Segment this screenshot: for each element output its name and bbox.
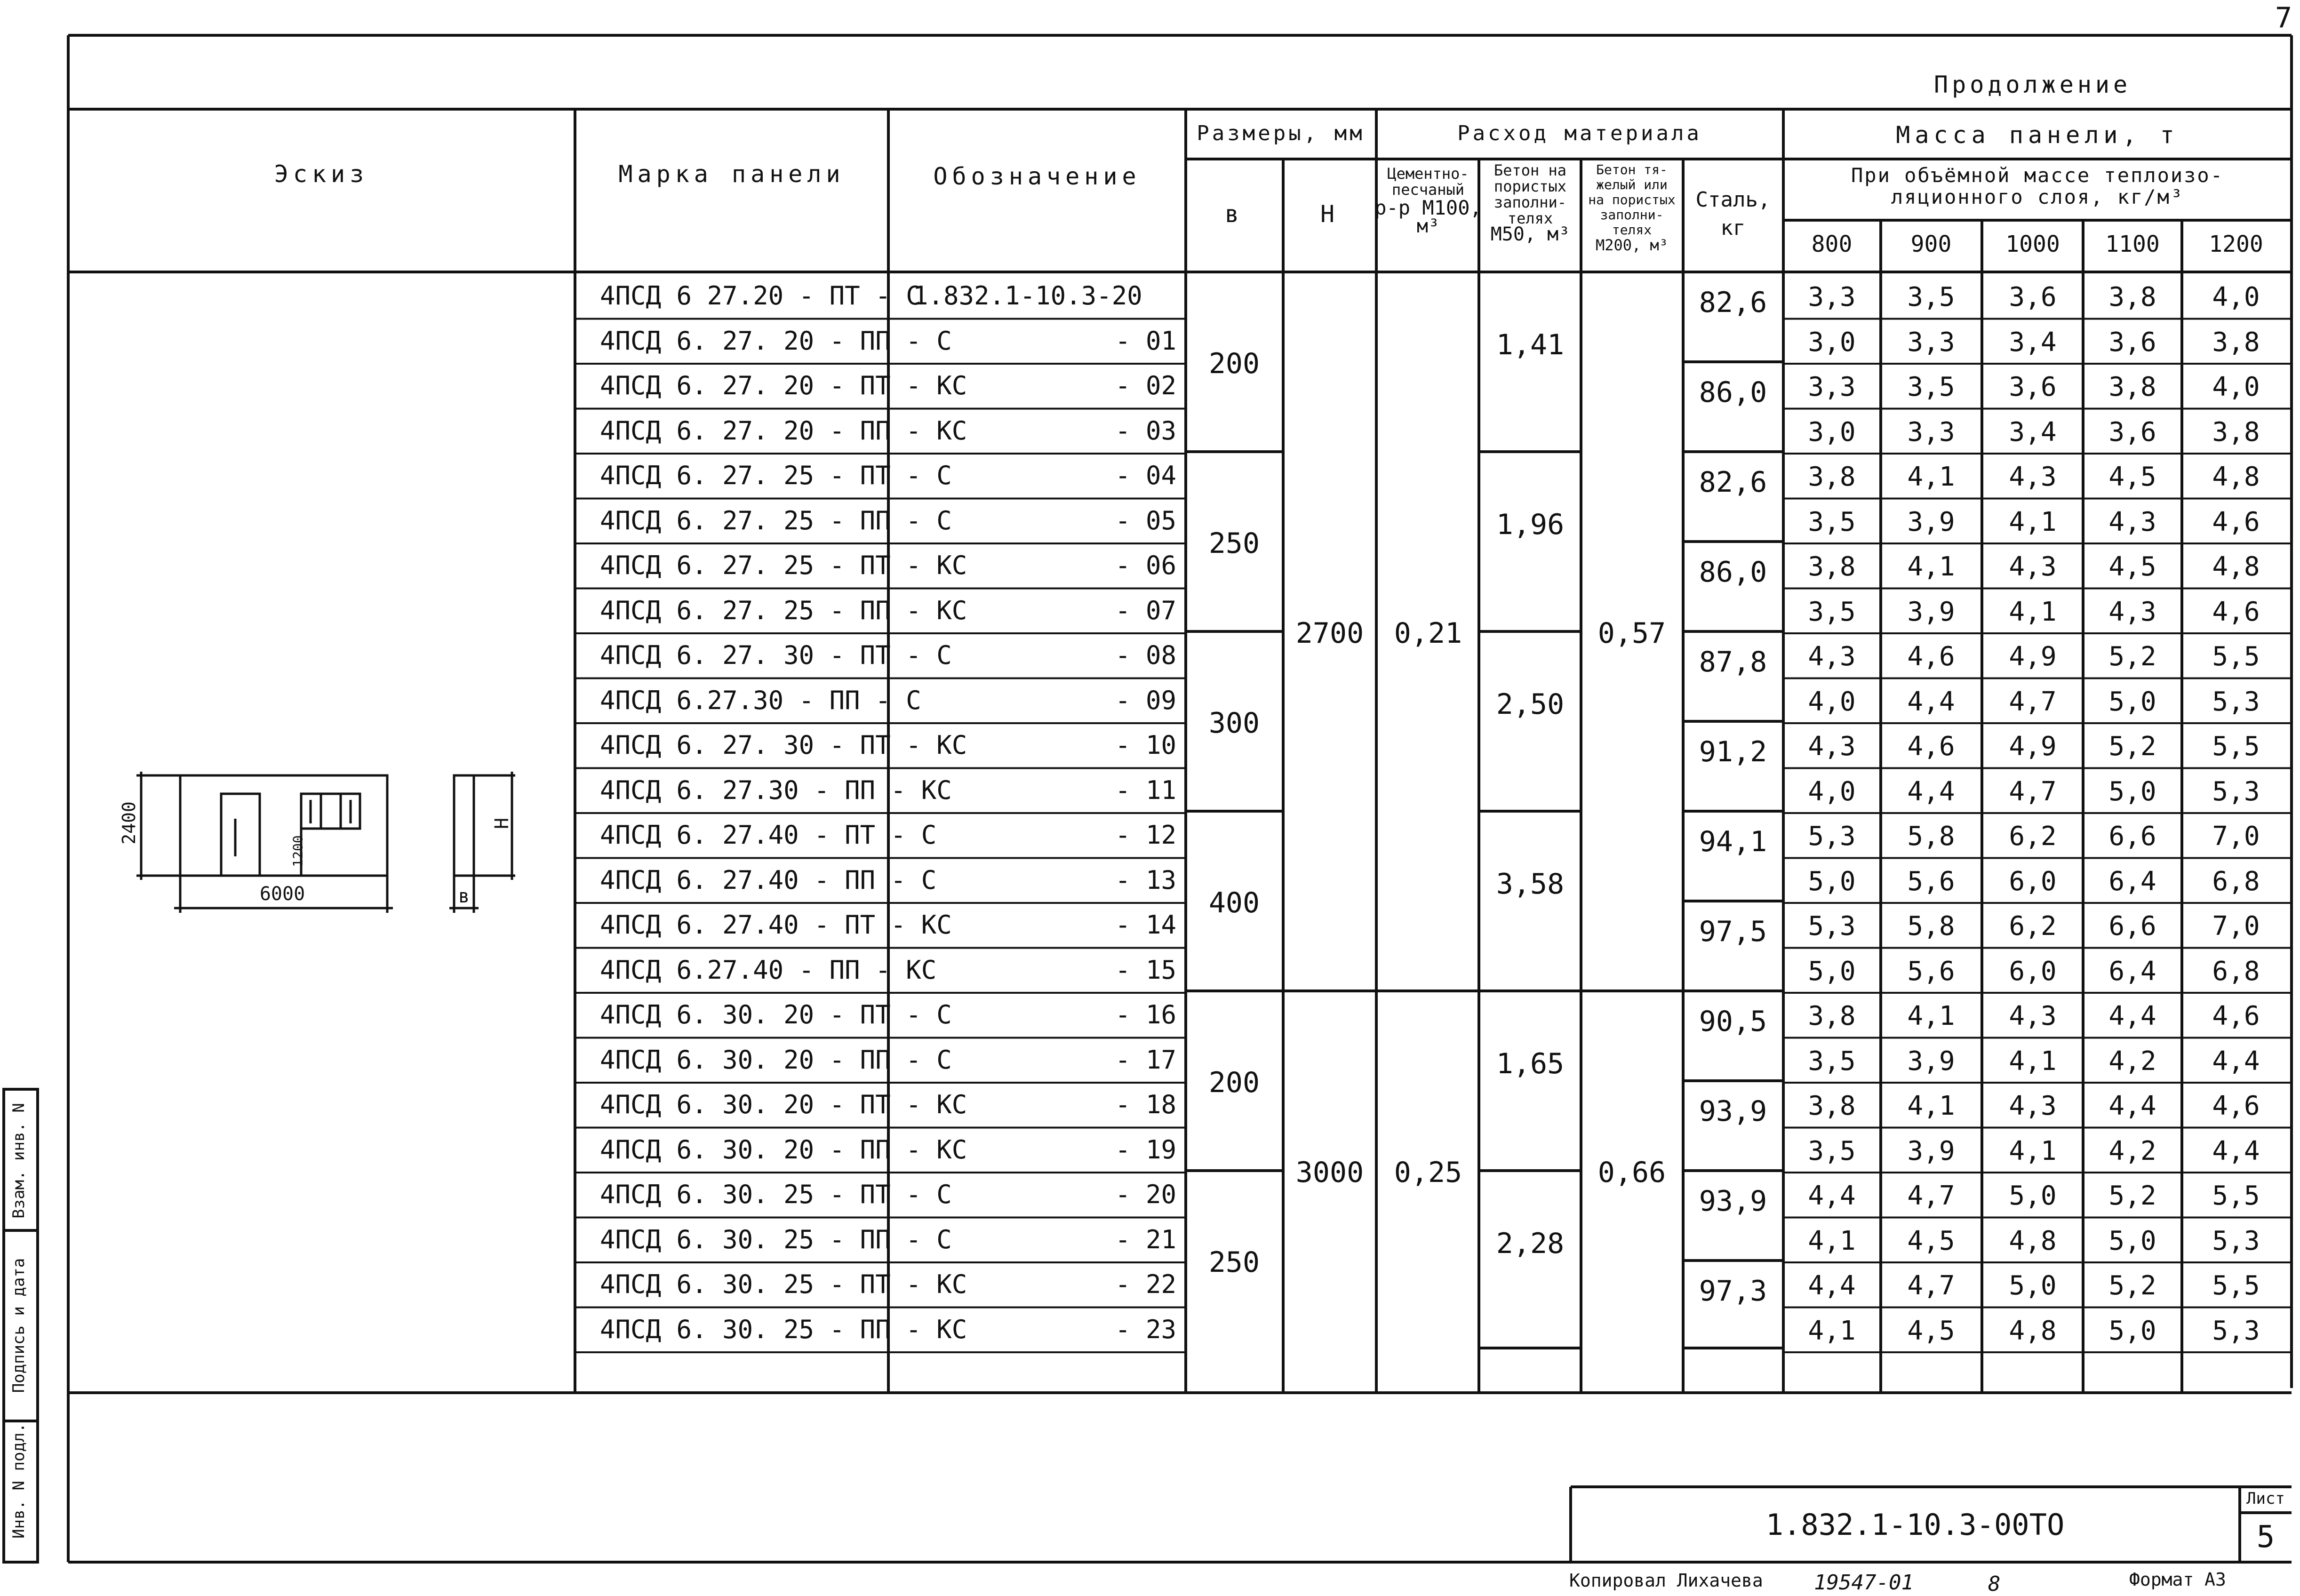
steel-value: 91,2 — [1699, 735, 1767, 768]
mass-value: 4,7 — [1907, 1270, 1955, 1301]
mass-value: 4,4 — [2108, 1091, 2156, 1121]
mass-value: 5,3 — [1808, 821, 1856, 852]
steel-value: 93,9 — [1699, 1184, 1767, 1218]
panel-mark: 4ПСД 6. 27. 25 - ПП - КС — [600, 595, 967, 625]
mass-value: 3,9 — [1907, 506, 1955, 537]
porous-concrete-value: 1,65 — [1496, 1047, 1565, 1080]
panel-mark: 4ПСД 6. 30. 20 - ПТ - КС — [600, 1090, 967, 1119]
mass-value: 4,6 — [2212, 506, 2260, 537]
mass-value: 4,5 — [2108, 551, 2156, 582]
heavy-concrete-value: 0,57 — [1597, 617, 1666, 650]
mass-value: 4,1 — [2009, 1135, 2057, 1166]
mass-value: 4,4 — [1907, 686, 1955, 717]
mass-value: 5,0 — [2108, 1225, 2156, 1256]
mass-value: 5,3 — [2212, 1225, 2260, 1256]
mass-value: 6,6 — [2108, 821, 2156, 852]
mass-value: 4,8 — [2212, 462, 2260, 492]
steel-value: 97,5 — [1699, 915, 1767, 948]
dimension-h-value: 2700 — [1295, 617, 1364, 650]
dimension-b-value: 200 — [1208, 1066, 1260, 1099]
porous-concrete-value: 3,58 — [1496, 868, 1565, 901]
mass-value: 4,8 — [2212, 551, 2260, 582]
mass-value: 4,0 — [1808, 776, 1856, 807]
mass-value: 4,3 — [1808, 641, 1856, 672]
mass-value: 4,3 — [2108, 506, 2156, 537]
panel-designation: - 11 — [1115, 775, 1176, 805]
mass-value: 4,3 — [2009, 462, 2057, 492]
mass-value: 6,8 — [2212, 866, 2260, 897]
porous-concrete-value: 2,28 — [1496, 1227, 1565, 1260]
header-designation: Обозначение — [933, 163, 1141, 190]
header-cement-mortar: Цементно- песчаный р-р М100, м³ — [1374, 165, 1482, 237]
mass-value: 3,5 — [1907, 282, 1955, 312]
mass-value: 6,4 — [2108, 956, 2156, 987]
mass-value: 4,0 — [2212, 372, 2260, 402]
mass-value: 5,0 — [2108, 686, 2156, 717]
stamp-signature-date: Подпись и дата — [9, 1258, 28, 1393]
mass-value: 4,3 — [2108, 596, 2156, 627]
mass-value: 3,8 — [1808, 1001, 1856, 1031]
panel-mark: 4ПСД 6. 27. 20 - ПП - КС — [600, 415, 967, 446]
mass-value: 4,1 — [1907, 462, 1955, 492]
mass-value: 5,0 — [1808, 866, 1856, 897]
panel-designation: - 21 — [1115, 1224, 1176, 1254]
mass-value: 4,3 — [1808, 731, 1856, 762]
page-number: 7 — [2275, 1, 2292, 34]
header-steel: Сталь, кг — [1695, 188, 1771, 240]
mass-value: 5,5 — [2212, 1270, 2260, 1301]
mass-value: 4,4 — [1907, 776, 1955, 807]
panel-designation: - 06 — [1115, 551, 1176, 580]
cement-mortar-value: 0,21 — [1394, 617, 1462, 650]
stamp-replaced-inv: Взам. инв. N — [9, 1103, 28, 1219]
mass-value: 3,8 — [2108, 282, 2156, 312]
mass-value: 5,2 — [2108, 731, 2156, 762]
density-1100: 1100 — [2105, 231, 2160, 257]
mass-value: 5,5 — [2212, 731, 2260, 762]
mass-value: 3,6 — [2009, 282, 2057, 312]
header-density-note: При объёмной массе теплоизо- ляционного слоя, кг/м³ — [1851, 164, 2224, 208]
mass-value: 4,7 — [1907, 1181, 1955, 1211]
panel-mark: 4ПСД 6. 27. 30 - ПТ - С — [600, 640, 952, 670]
panel-designation: - 02 — [1115, 371, 1176, 400]
mass-value: 6,2 — [2009, 821, 2057, 852]
mass-value: 3,5 — [1907, 372, 1955, 402]
dimension-b-value: 250 — [1208, 527, 1260, 560]
panel-mark: 4ПСД 6. 27.40 - ПТ - С — [600, 820, 937, 850]
panel-designation: - 12 — [1115, 820, 1176, 850]
mass-value: 4,3 — [2009, 551, 2057, 582]
mass-value: 5,8 — [1907, 821, 1955, 852]
mass-value: 5,5 — [2212, 641, 2260, 672]
footer-copied: Копировал Лихачева — [1569, 1570, 1763, 1591]
steel-value: 90,5 — [1699, 1005, 1767, 1038]
panel-designation: - 03 — [1115, 415, 1176, 446]
steel-value: 97,3 — [1699, 1274, 1767, 1308]
header-porous-concrete: Бетон на пористых заполни- телях М50, м³ — [1490, 161, 1570, 245]
mass-value: 6,0 — [2009, 866, 2057, 897]
mass-value: 3,3 — [1907, 416, 1955, 447]
panel-mark: 4ПСД 6. 27.40 - ПП - С — [600, 865, 937, 895]
panel-mark: 4ПСД 6. 27.40 - ПТ - КС — [600, 910, 952, 940]
mass-value: 4,6 — [2212, 596, 2260, 627]
panel-designation: - 15 — [1115, 955, 1176, 985]
mass-value: 3,6 — [2108, 416, 2156, 447]
density-1200: 1200 — [2209, 231, 2263, 257]
mass-value: 4,6 — [2212, 1001, 2260, 1031]
footer-format: Формат А3 — [2129, 1569, 2226, 1590]
mass-value: 3,8 — [1808, 462, 1856, 492]
mass-value: 5,5 — [2212, 1181, 2260, 1211]
panel-mark: 4ПСД 6. 27. 25 - ПТ - КС — [600, 551, 967, 580]
mass-value: 3,9 — [1907, 1045, 1955, 1077]
mass-value: 3,4 — [2009, 327, 2057, 358]
sheet-number: 5 — [2256, 1520, 2275, 1555]
panel-mark: 4ПСД 6. 30. 20 - ПП - С — [600, 1045, 952, 1075]
sketch-side-b-label: в — [458, 886, 470, 907]
panel-mark: 4ПСД 6. 30. 25 - ПП - С — [600, 1224, 952, 1254]
mass-value: 5,3 — [2212, 1315, 2260, 1346]
sheet-label: Лист — [2246, 1489, 2285, 1508]
header-mark: Марка панели — [618, 160, 845, 188]
mass-value: 4,4 — [2212, 1045, 2260, 1077]
panel-designation: - 20 — [1115, 1180, 1176, 1209]
mass-value: 4,5 — [1907, 1315, 1955, 1346]
header-heavy-concrete: Бетон тя- желый или на пористых заполни- телях М200, м³ — [1588, 162, 1676, 254]
mass-value: 3,8 — [1808, 551, 1856, 582]
mass-value: 4,5 — [2108, 462, 2156, 492]
mass-value: 4,1 — [2009, 1045, 2057, 1077]
porous-concrete-value: 1,41 — [1496, 328, 1565, 361]
mass-value: 3,0 — [1808, 416, 1856, 447]
panel-mark: 4ПСД 6. 27.30 - ПП - КС — [600, 775, 952, 805]
mass-value: 3,3 — [1907, 327, 1955, 358]
mass-value: 4,7 — [2009, 686, 2057, 717]
mass-value: 7,0 — [2212, 821, 2260, 852]
mass-value: 5,3 — [1808, 911, 1856, 942]
dimension-b-value: 300 — [1208, 707, 1260, 740]
mass-value: 4,0 — [1808, 686, 1856, 717]
mass-value: 4,1 — [1907, 1001, 1955, 1031]
mass-value: 6,2 — [2009, 911, 2057, 942]
panel-designation: - 16 — [1115, 1000, 1176, 1029]
mass-value: 3,8 — [2212, 327, 2260, 358]
mass-value: 3,9 — [1907, 596, 1955, 627]
panel-mark: 4ПСД 6. 27. 25 - ПТ - С — [600, 461, 952, 490]
header-dimensions: Размеры, мм — [1197, 121, 1365, 145]
mass-value: 4,6 — [1907, 641, 1955, 672]
panel-designation: 1.832.1-10.3-20 — [913, 281, 1142, 311]
panel-designation: - 14 — [1115, 910, 1176, 940]
dimension-b-value: 250 — [1208, 1246, 1260, 1279]
porous-concrete-value: 2,50 — [1496, 688, 1565, 721]
panel-mark: 4ПСД 6. 30. 25 - ПП - КС — [600, 1314, 967, 1344]
document-code: 1.832.1-10.3-00ТО — [1765, 1508, 2065, 1542]
porous-concrete-value: 1,96 — [1496, 508, 1565, 541]
mass-value: 5,8 — [1907, 911, 1955, 942]
mass-value: 5,6 — [1907, 956, 1955, 987]
dimension-h-value: 3000 — [1295, 1156, 1364, 1189]
header-material: Расход материала — [1457, 121, 1702, 145]
mass-value: 4,3 — [2009, 1091, 2057, 1121]
mass-value: 4,1 — [1907, 551, 1955, 582]
panel-mark: 4ПСД 6. 30. 20 - ПТ - С — [600, 1000, 952, 1029]
mass-value: 5,2 — [2108, 1270, 2156, 1301]
panel-mark: 4ПСД 6. 27. 25 - ПП - С — [600, 505, 952, 535]
stamp-inv-original: Инв. N подл. — [9, 1423, 28, 1539]
panel-designation: - 04 — [1115, 461, 1176, 490]
panel-designation: - 09 — [1115, 685, 1176, 715]
mass-value: 4,6 — [1907, 731, 1955, 762]
mass-value: 6,0 — [2009, 956, 2057, 987]
panel-designation: - 22 — [1115, 1269, 1176, 1299]
mass-value: 4,0 — [2212, 282, 2260, 312]
mass-value: 3,5 — [1808, 1135, 1856, 1166]
mass-value: 5,0 — [2009, 1270, 2057, 1301]
mass-value: 3,6 — [2108, 327, 2156, 358]
panel-mark: 4ПСД 6. 27. 30 - ПТ - КС — [600, 730, 967, 760]
mass-value: 3,5 — [1808, 596, 1856, 627]
mass-value: 6,8 — [2212, 956, 2260, 987]
mass-value: 6,4 — [2108, 866, 2156, 897]
mass-value: 4,2 — [2108, 1135, 2156, 1166]
mass-value: 4,1 — [2009, 596, 2057, 627]
mass-value: 3,5 — [1808, 1045, 1856, 1077]
mass-value: 3,6 — [2009, 372, 2057, 402]
steel-value: 82,6 — [1699, 286, 1767, 319]
cement-mortar-value: 0,25 — [1394, 1156, 1462, 1189]
panel-mark: 4ПСД 6. 30. 20 - ПП - КС — [600, 1134, 967, 1165]
sketch-height-label: 2400 — [118, 801, 139, 845]
mass-value: 3,0 — [1808, 327, 1856, 358]
panel-mark: 4ПСД 6. 27. 20 - ПП - С — [600, 326, 952, 356]
mass-value: 5,0 — [1808, 956, 1856, 987]
panel-designation: - 10 — [1115, 730, 1176, 760]
panel-mark: 4ПСД 6.27.30 - ПП - С — [600, 685, 921, 715]
panel-designation: - 05 — [1115, 505, 1176, 535]
dimension-b-value: 400 — [1208, 886, 1260, 919]
panel-designation: - 08 — [1115, 640, 1176, 670]
mass-value: 5,2 — [2108, 641, 2156, 672]
mass-value: 3,8 — [2212, 416, 2260, 447]
panel-mark: 4ПСД 6. 30. 25 - ПТ - КС — [600, 1269, 967, 1299]
steel-value: 93,9 — [1699, 1094, 1767, 1128]
heavy-concrete-value: 0,66 — [1597, 1156, 1666, 1189]
mass-value: 4,9 — [2009, 641, 2057, 672]
footer-order: 19547-01 — [1814, 1571, 1914, 1595]
sketch-window-label: 1200 — [290, 835, 306, 867]
panel-designation: - 13 — [1115, 865, 1176, 895]
mass-value: 4,1 — [2009, 506, 2057, 537]
mass-value: 4,2 — [2108, 1045, 2156, 1077]
mass-value: 5,2 — [2108, 1181, 2156, 1211]
mass-value: 4,3 — [2009, 1001, 2057, 1031]
header-sketch: Эскиз — [274, 160, 369, 188]
mass-value: 3,4 — [2009, 416, 2057, 447]
panel-designation: - 17 — [1115, 1045, 1176, 1075]
panel-mark: 4ПСД 6.27.40 - ПП - КС — [600, 955, 937, 985]
dimension-b-value: 200 — [1208, 347, 1260, 380]
mass-value: 4,1 — [1808, 1315, 1856, 1346]
mass-value: 5,6 — [1907, 866, 1955, 897]
footer-number: 8 — [1988, 1572, 2001, 1596]
mass-value: 4,8 — [2009, 1225, 2057, 1256]
mass-value: 3,3 — [1808, 372, 1856, 402]
mass-value: 3,5 — [1808, 506, 1856, 537]
mass-value: 5,3 — [2212, 776, 2260, 807]
header-dim-b: в — [1224, 200, 1244, 228]
mass-value: 4,8 — [2009, 1315, 2057, 1346]
mass-value: 4,9 — [2009, 731, 2057, 762]
mass-value: 4,1 — [1808, 1225, 1856, 1256]
steel-value: 86,0 — [1699, 375, 1767, 409]
mass-value: 4,4 — [2212, 1135, 2260, 1166]
steel-value: 94,1 — [1699, 825, 1767, 858]
sketch-width-label: 6000 — [259, 883, 305, 905]
density-900: 900 — [1910, 231, 1952, 257]
mass-value: 5,3 — [2212, 686, 2260, 717]
panel-designation: - 19 — [1115, 1134, 1176, 1165]
panel-designation: - 23 — [1115, 1314, 1176, 1344]
mass-value: 4,7 — [2009, 776, 2057, 807]
mass-value: 5,0 — [2108, 1315, 2156, 1346]
mass-value: 4,1 — [1907, 1091, 1955, 1121]
header-mass: Масса панели, т — [1896, 121, 2179, 149]
panel-designation: - 18 — [1115, 1090, 1176, 1119]
panel-designation: - 01 — [1115, 326, 1176, 356]
density-1000: 1000 — [2005, 231, 2060, 257]
panel-mark: 4ПСД 6. 30. 25 - ПТ - С — [600, 1180, 952, 1209]
mass-value: 6,6 — [2108, 911, 2156, 942]
steel-value: 87,8 — [1699, 645, 1767, 678]
mass-value: 3,8 — [2108, 372, 2156, 402]
panel-mark: 4ПСД 6. 27. 20 - ПТ - КС — [600, 371, 967, 400]
density-800: 800 — [1811, 231, 1853, 257]
panel-designation: - 07 — [1115, 595, 1176, 625]
mass-value: 4,4 — [1808, 1270, 1856, 1301]
mass-value: 4,4 — [2108, 1001, 2156, 1031]
mass-value: 4,4 — [1808, 1181, 1856, 1211]
mass-value: 3,9 — [1907, 1135, 1955, 1166]
mass-value: 4,6 — [2212, 1091, 2260, 1121]
mass-value: 5,0 — [2108, 776, 2156, 807]
continuation-label: Продолжение — [1934, 71, 2132, 98]
steel-value: 86,0 — [1699, 555, 1767, 589]
mass-value: 5,0 — [2009, 1181, 2057, 1211]
steel-value: 82,6 — [1699, 465, 1767, 499]
panel-mark: 4ПСД 6 27.20 - ПТ - С — [600, 281, 921, 311]
mass-value: 3,8 — [1808, 1091, 1856, 1121]
sketch-side-h-label: Н — [491, 817, 513, 830]
header-dim-h: Н — [1320, 200, 1340, 228]
mass-value: 3,3 — [1808, 282, 1856, 312]
mass-value: 7,0 — [2212, 911, 2260, 942]
mass-value: 4,5 — [1907, 1225, 1955, 1256]
